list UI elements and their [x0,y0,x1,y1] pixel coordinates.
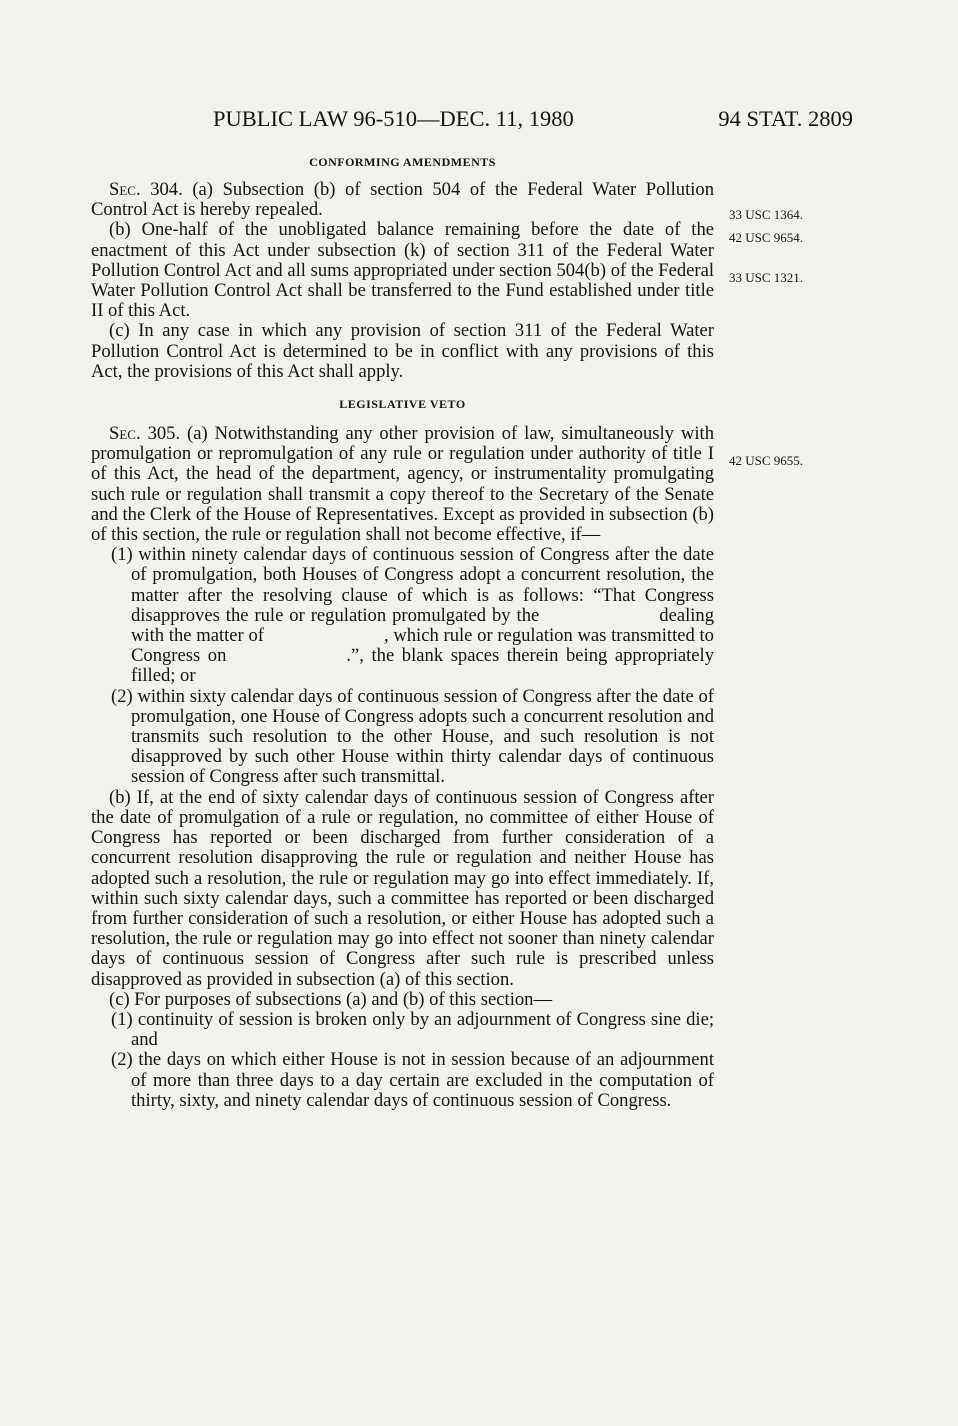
sec-304-a-text: 304. (a) Subsection (b) of section 504 of the Federal Water Pollution Control Act is hereby repealed. [91,179,714,221]
margin-note-42-usc-9655: 42 USC 9655. [729,453,804,468]
sec-304-c: (c) In any case in which any provision of section 311 of the Federal Water Pollution Control Act is determined to be in conflict with any provisions of this Act, the provisions of this Act shall apply. [91,320,714,382]
item1-part-a: (1) within ninety calendar days of continuous session of Congress after the date of promulgation, both Houses of Congress adopt a concurrent resolution, the matter after the resolving clause of which is as follows: “That Congress disapproves the rule or regulation promulgated by the [111,544,714,626]
item1-part-c: , which rule or regulation was transmitted to Congress on [131,625,714,667]
sec-label: Sec. [109,423,141,445]
margin-note-33-usc-1364: 33 USC 1364. [729,207,804,222]
sec-304-a [91,180,714,220]
section-heading-conforming: CONFORMING AMENDMENTS [309,155,496,169]
sec-305-a-2: (2) within sixty calendar days of continuous session of Congress after the date of promulgation, one House of Congress adopts such a concurrent resolution and transmits such resolution to the other House, and such resolution is not disapproved by such other House within thirty calendar days of continuous session of Congress after such transmittal. [111,685,714,788]
document-body [91,154,714,1111]
section-heading-veto: LEGISLATIVE VETO [339,397,466,412]
sec-305-c-1: (1) continuity of session is broken only by an adjournment of Congress sine die; and [111,1008,714,1051]
sec-305-a-text: 305. (a) Notwithstanding any other provision of law, simultaneously with promulgation or repromulgation of any rule or regulation under authority of title I of this Act, the head of the department, agency, or instrumentality promulgating such rule or regulation shall transmit a copy thereof to the Secretary of the Senate and the Clerk of the House of Representatives. Except as provided in subsection (b) of this section, the rule or regulation shall not become effective, if— [91,423,714,546]
page-header [0,106,958,136]
sec-305-b: (b) If, at the end of sixty calendar days of continuous session of Congress after the date of promulgation of a rule or regulation, no committee of either House of Congress has reported or been discharged from further consideration of a concurrent resolution disapproving the rule or regulation and neither House has adopted such a resolution, the rule or regulation may go into effect immediately. If, within such sixty calendar days, such a committee has reported or been discharged from further consideration of such a resolution, or either House has adopted such a resolution, the rule or regulation may go into effect not sooner than ninety calendar days of continuous session of Congress after such rule is prescribed unless disapproved as provided in subsection (a) of this section. [91,786,714,990]
sec-305-c-2: (2) the days on which either House is not in session because of an adjournment of more than three days to a day certain are excluded in the computation of thirty, sixty, and ninety calendar days of continuous session of Congress. [111,1049,714,1111]
sec-label: Sec. [109,179,141,200]
sec-305-a-1 [91,545,714,686]
margin-note-42-usc-9654: 42 USC 9654. [729,230,804,245]
stat-page-number: 94 STAT. 2809 [718,106,853,131]
sec-304-b: (b) One-half of the unobligated balance remaining before the date of the enactment of this Act under subsection (k) of section 311 of the Federal Water Pollution Control Act and all sums appropriated under section 504(b) of the Federal Water Pollution Control Act shall be transferred to the Fund established under title II of this Act. [91,219,714,322]
running-head: PUBLIC LAW 96-510—DEC. 11, 1980 [213,106,574,131]
sec-305-c: (c) For purposes of subsections (a) and (b) of this section— [109,988,553,1010]
item1-part-b: dealing with the matter of [131,604,714,647]
sec-305-a [91,424,714,545]
margin-note-33-usc-1321: 33 USC 1321. [729,270,804,285]
item1-part-d: .”, the blank spaces therein being appropriately filled; or [131,645,714,687]
